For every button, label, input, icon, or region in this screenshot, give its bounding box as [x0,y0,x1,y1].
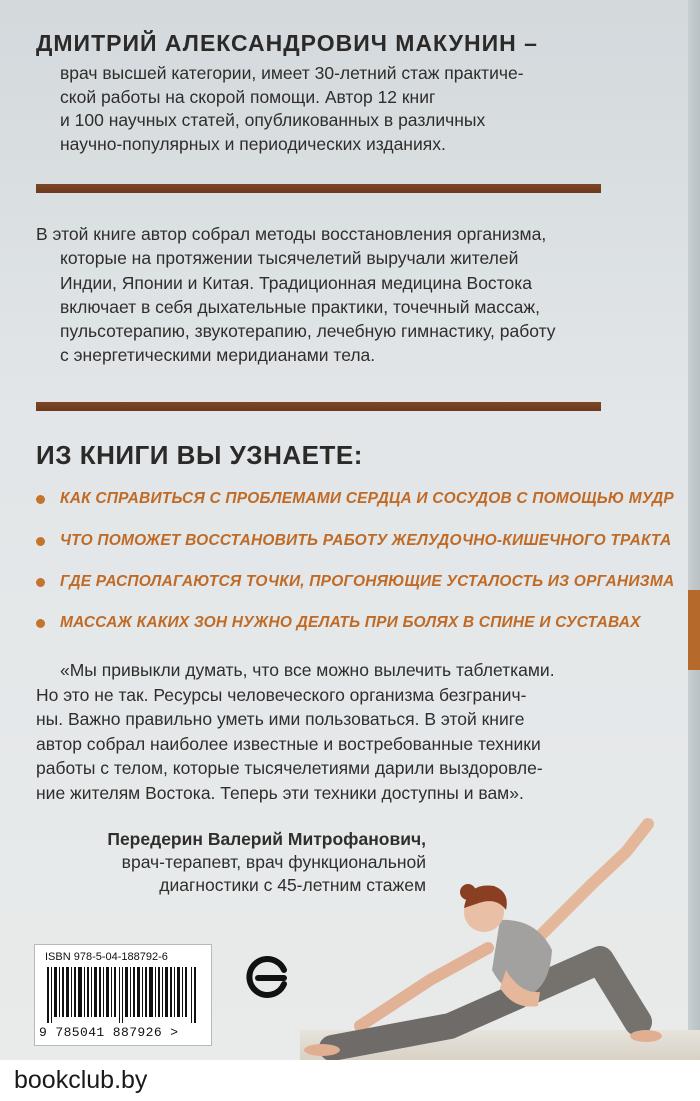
review-quote [36,658,636,805]
author-bio-line: врач высшей категории, имеет 30-летний стаж практиче- [60,63,524,83]
learn-bullet-text: МАССАЖ КАКИХ ЗОН НУЖНО ДЕЛАТЬ ПРИ БОЛЯХ В СПИНЕ И СУСТАВАХ [60,614,641,631]
book-description [36,222,616,368]
section-divider [36,402,601,411]
bullet-dot-icon [36,495,45,504]
reviewer-name: Передерин Валерий Митрофанович, [107,829,426,849]
bullet-dot-icon [36,578,45,587]
author-bio-line: и 100 научных статей, опубликованных в различных [60,110,486,130]
description-line: Индии, Японии и Китая. Традиционная медицина Востока [60,272,533,293]
learn-bullet-text: КАК СПРАВИТЬСЯ С ПРОБЛЕМАМИ СЕРДЦА И СОСУДОВ С ПОМОЩЬЮ МУДР [60,490,674,507]
quote-line: ны. Важно правильно уметь ими пользоваться. В этой книге [36,709,525,729]
learn-heading: ИЗ КНИГИ ВЫ УЗНАЕТЕ: [36,440,363,470]
quote-line: работы с телом, которые тысячелетиями дарили выздоровле- [36,758,543,778]
description-line: включает в себя дыхательные практики, точечный массаж, [60,296,540,317]
bullet-dot-icon [36,619,45,628]
eksmo-logo-icon [244,954,292,1002]
learn-bullet-text: ЧТО ПОМОЖЕТ ВОССТАНОВИТЬ РАБОТУ ЖЕЛУДОЧНО-КИШЕЧНОГО ТРАКТА [60,532,672,549]
section-divider [36,184,601,193]
quote-line: «Мы привыкли думать, что все можно вылечить таблетками. [60,660,555,680]
quote-line: автор собрал наиболее известные и востребованные техники [36,733,541,754]
author-bio-line: ской работы на скорой помощи. Автор 12 книг [60,86,436,107]
author-name: ДМИТРИЙ АЛЕКСАНДРОВИЧ МАКУНИН – [36,30,538,56]
description-line: которые на протяжении тысячелетий выручали жителей [60,248,519,269]
isbn-barcode-box [34,944,212,1046]
reviewer-title-line: диагностики с 45-летним стажем [159,875,426,895]
reviewer-title-line: врач-терапевт, врач функциональной [121,852,426,872]
learn-bullet-text: ГДЕ РАСПОЛАГАЮТСЯ ТОЧКИ, ПРОГОНЯЮЩИЕ УСТАЛОСТЬ ИЗ ОРГАНИЗМА [60,573,675,590]
description-line: В этой книге автор собрал методы восстановления организма, [36,224,547,244]
barcode-digits: 9 785041 887926 > [39,1025,179,1040]
isbn-label: ISBN 978-5-04-188792-6 [45,951,168,963]
description-line: с энергетическими меридианами тела. [60,345,376,366]
author-bio-line: научно-популярных и периодических изданиях. [60,133,446,154]
spine-accent [688,590,700,670]
quote-line: ние жителям Востока. Теперь эти техники доступны и вам». [36,782,524,803]
barcode-icon [45,967,201,1023]
site-footer [0,1060,700,1101]
learn-bullet-item [36,571,674,593]
author-bio [60,62,620,156]
learn-bullet-item [36,612,641,634]
footer-site-name[interactable]: bookclub.by [14,1066,148,1094]
quote-line: Но это не так. Ресурсы человеческого организма безгранич- [36,684,527,705]
learn-bullet-item [36,530,671,552]
description-line: пульсотерапию, звукотерапию, лечебную гимнастику, работу [60,321,556,342]
bullet-dot-icon [36,537,45,546]
learn-bullet-item [36,488,674,510]
yoga-pose-photo [300,800,700,1060]
